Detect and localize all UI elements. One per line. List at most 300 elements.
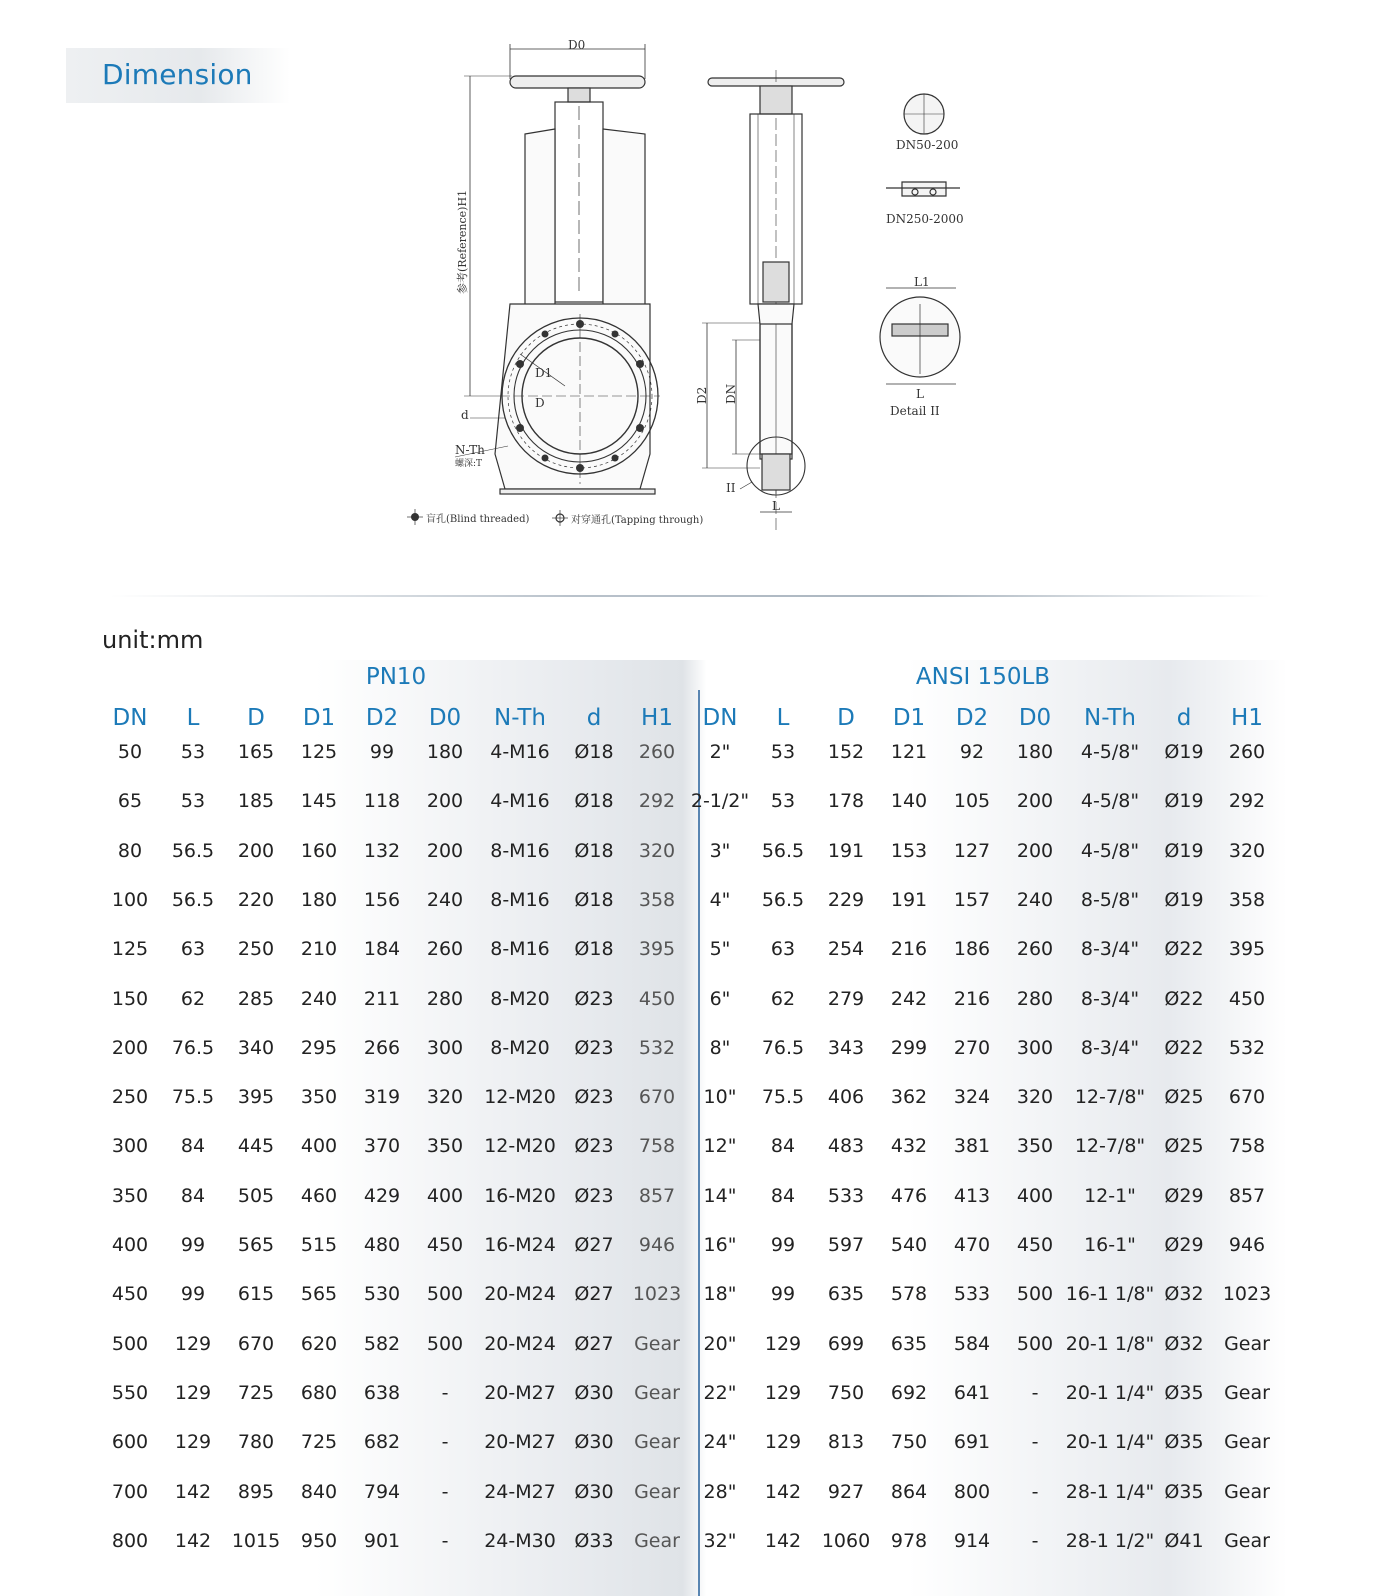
table-cell: 165 — [237, 741, 275, 763]
table-cell: - — [441, 1382, 449, 1404]
table-cell: 156 — [363, 889, 401, 911]
table-cell: Gear — [634, 1431, 680, 1453]
table-cell: 125 — [111, 938, 149, 960]
table-cell: 20-M27 — [484, 1431, 556, 1453]
table-cell: Ø25 — [1164, 1135, 1204, 1157]
table-cell: 178 — [827, 790, 865, 812]
table-cell: 105 — [953, 790, 991, 812]
table-cell: 125 — [300, 741, 338, 763]
table-cell: 432 — [890, 1135, 928, 1157]
table-cell: 180 — [300, 889, 338, 911]
table-cell: 12-1" — [1084, 1185, 1136, 1207]
table-cell: 18" — [703, 1283, 737, 1305]
table-cell: 597 — [827, 1234, 865, 1256]
table-cell: 200 — [426, 790, 464, 812]
table-cell: Ø27 — [574, 1234, 614, 1256]
table-cell: 413 — [953, 1185, 991, 1207]
table-cell: 292 — [1228, 790, 1266, 812]
table-cell: - — [1031, 1382, 1039, 1404]
section-title: Dimension — [102, 58, 253, 91]
table-cell: 320 — [1016, 1086, 1054, 1108]
table-cell: 300 — [1016, 1037, 1054, 1059]
table-column-header: d — [1176, 705, 1192, 731]
table-cell: 142 — [764, 1530, 802, 1552]
table-cell: 758 — [1228, 1135, 1266, 1157]
table-cell: Ø19 — [1164, 840, 1204, 862]
table-cell: 53 — [180, 741, 206, 763]
table-cell: 1023 — [632, 1283, 682, 1305]
table-cell: 211 — [363, 988, 401, 1010]
table-cell: 813 — [827, 1431, 865, 1453]
table-cell: 340 — [237, 1037, 275, 1059]
table-cell: 250 — [111, 1086, 149, 1108]
table-cell: 299 — [890, 1037, 928, 1059]
table-cell: Gear — [634, 1530, 680, 1552]
table-cell: 210 — [300, 938, 338, 960]
table-cell: 320 — [1228, 840, 1266, 862]
legend-tapping: 对穿通孔(Tapping through) — [571, 515, 704, 526]
table-cell: 895 — [237, 1481, 275, 1503]
table-cell: 615 — [237, 1283, 275, 1305]
table-group-header: PN10 — [365, 664, 427, 690]
table-cell: 16-1 1/8" — [1065, 1283, 1155, 1305]
table-cell: 395 — [638, 938, 676, 960]
table-cell: 840 — [300, 1481, 338, 1503]
table-cell: 725 — [237, 1382, 275, 1404]
table-cell: - — [1031, 1481, 1039, 1503]
table-cell: Ø19 — [1164, 889, 1204, 911]
table-cell: 16" — [703, 1234, 737, 1256]
table-cell: 129 — [174, 1382, 212, 1404]
label-nth: N-Th — [455, 443, 485, 457]
table-column-header: L — [186, 705, 200, 731]
table-cell: 450 — [426, 1234, 464, 1256]
table-cell: 476 — [890, 1185, 928, 1207]
table-cell: 99 — [180, 1234, 206, 1256]
table-cell: 254 — [827, 938, 865, 960]
table-cell: 483 — [827, 1135, 865, 1157]
table-cell: 56.5 — [761, 840, 805, 862]
table-cell: - — [441, 1431, 449, 1453]
table-cell: 8-3/4" — [1080, 988, 1140, 1010]
table-cell: 260 — [426, 938, 464, 960]
table-column-header: DN — [702, 705, 738, 731]
table-cell: 505 — [237, 1185, 275, 1207]
table-cell: 600 — [111, 1431, 149, 1453]
table-cell: 200 — [1016, 840, 1054, 862]
legend-blind: 盲孔(Blind threaded) — [426, 514, 530, 525]
table-column-header: D — [247, 705, 265, 731]
table-cell: 400 — [426, 1185, 464, 1207]
table-cell: 4-5/8" — [1080, 840, 1140, 862]
table-cell: Ø27 — [574, 1283, 614, 1305]
table-cell: 260 — [638, 741, 676, 763]
table-cell: 99 — [770, 1234, 796, 1256]
table-cell: 280 — [426, 988, 464, 1010]
table-cell: Ø18 — [574, 840, 614, 862]
table-cell: 185 — [237, 790, 275, 812]
table-cell: 160 — [300, 840, 338, 862]
table-cell: 142 — [174, 1481, 212, 1503]
table-cell: 20-1 1/4" — [1065, 1382, 1155, 1404]
table-cell: Ø27 — [574, 1333, 614, 1355]
table-cell: 270 — [953, 1037, 991, 1059]
table-cell: 460 — [300, 1185, 338, 1207]
table-cell: 8" — [709, 1037, 731, 1059]
label-d2: D2 — [695, 386, 709, 404]
table-cell: Gear — [1224, 1431, 1270, 1453]
table-cell: 8-M16 — [490, 889, 550, 911]
table-cell: 84 — [770, 1135, 796, 1157]
table-cell: 400 — [1016, 1185, 1054, 1207]
table-cell: 186 — [953, 938, 991, 960]
table-cell: 14" — [703, 1185, 737, 1207]
table-cell: 12-7/8" — [1074, 1086, 1146, 1108]
table-cell: 400 — [300, 1135, 338, 1157]
table-column-header: DN — [112, 705, 148, 731]
table-cell: Ø29 — [1164, 1234, 1204, 1256]
table-cell: 300 — [111, 1135, 149, 1157]
table-cell: 20" — [703, 1333, 737, 1355]
table-cell: 532 — [638, 1037, 676, 1059]
table-cell: 1015 — [231, 1530, 281, 1552]
table-cell: 8-M16 — [490, 840, 550, 862]
table-cell: 100 — [111, 889, 149, 911]
table-cell: 24" — [703, 1431, 737, 1453]
table-cell: Ø18 — [574, 741, 614, 763]
table-cell: 691 — [953, 1431, 991, 1453]
table-cell: 75.5 — [761, 1086, 805, 1108]
table-cell: Gear — [634, 1333, 680, 1355]
table-cell: 358 — [1228, 889, 1266, 911]
table-cell: 260 — [1228, 741, 1266, 763]
table-cell: 240 — [426, 889, 464, 911]
table-cell: 180 — [426, 741, 464, 763]
table-cell: 24-M27 — [484, 1481, 556, 1503]
table-cell: 118 — [363, 790, 401, 812]
label-d: D — [535, 396, 545, 410]
label-nth-sub: 螺深:T — [455, 459, 483, 469]
table-cell: 582 — [363, 1333, 401, 1355]
table-cell: 12" — [703, 1135, 737, 1157]
table-cell: 99 — [770, 1283, 796, 1305]
table-cell: 400 — [111, 1234, 149, 1256]
table-cell: 500 — [111, 1333, 149, 1355]
table-cell: 343 — [827, 1037, 865, 1059]
table-cell: 395 — [237, 1086, 275, 1108]
table-cell: 8-3/4" — [1080, 1037, 1140, 1059]
label-l-detail: L — [916, 387, 924, 401]
table-cell: 500 — [426, 1333, 464, 1355]
table-cell: Ø29 — [1164, 1185, 1204, 1207]
table-cell: 10" — [703, 1086, 737, 1108]
table-cell: 216 — [953, 988, 991, 1010]
table-cell: 725 — [300, 1431, 338, 1453]
table-cell: 4-5/8" — [1080, 790, 1140, 812]
table-cell: 700 — [111, 1481, 149, 1503]
technical-drawing — [400, 34, 980, 534]
table-cell: 129 — [174, 1431, 212, 1453]
table-cell: 578 — [890, 1283, 928, 1305]
table-cell: 56.5 — [761, 889, 805, 911]
table-cell: Gear — [1224, 1333, 1270, 1355]
table-cell: Ø41 — [1164, 1530, 1204, 1552]
table-cell: 250 — [237, 938, 275, 960]
table-cell: 75.5 — [171, 1086, 215, 1108]
table-cell: Ø23 — [574, 1135, 614, 1157]
table-cell: 641 — [953, 1382, 991, 1404]
table-cell: 200 — [426, 840, 464, 862]
table-column-header: H1 — [1231, 705, 1263, 731]
table-cell: 480 — [363, 1234, 401, 1256]
table-cell: 515 — [300, 1234, 338, 1256]
front-view — [455, 38, 660, 494]
table-cell: 550 — [111, 1382, 149, 1404]
label-dn250: DN250-2000 — [886, 212, 964, 226]
table-cell: Ø30 — [574, 1431, 614, 1453]
table-cell: 76.5 — [171, 1037, 215, 1059]
table-cell: 200 — [111, 1037, 149, 1059]
table-cell: 280 — [1016, 988, 1054, 1010]
table-cell: 200 — [237, 840, 275, 862]
table-cell: 260 — [1016, 938, 1054, 960]
table-column-header: D1 — [892, 705, 926, 731]
unit-label: unit:mm — [102, 626, 204, 654]
table-cell: 500 — [426, 1283, 464, 1305]
table-cell: 180 — [1016, 741, 1054, 763]
table-cell: 292 — [638, 790, 676, 812]
table-cell: 638 — [363, 1382, 401, 1404]
label-d1: D1 — [535, 366, 553, 380]
table-cell: 53 — [770, 790, 796, 812]
table-cell: 157 — [953, 889, 991, 911]
table-cell: 950 — [300, 1530, 338, 1552]
table-cell: 184 — [363, 938, 401, 960]
table-cell: 20-M27 — [484, 1382, 556, 1404]
table-cell: 406 — [827, 1086, 865, 1108]
table-cell: 132 — [363, 840, 401, 862]
table-column-header: d — [586, 705, 602, 731]
table-column-header: D0 — [428, 705, 462, 731]
table-cell: 129 — [764, 1333, 802, 1355]
table-cell: 1060 — [821, 1530, 871, 1552]
label-h1: 参考(Reference)H1 — [456, 189, 469, 294]
table-cell: 12-M20 — [484, 1135, 556, 1157]
table-cell: 533 — [827, 1185, 865, 1207]
table-cell: 470 — [953, 1234, 991, 1256]
table-cell: 153 — [890, 840, 928, 862]
table-cell: 620 — [300, 1333, 338, 1355]
table-cell: 8-M20 — [490, 988, 550, 1010]
table-cell: 978 — [890, 1530, 928, 1552]
table-cell: 429 — [363, 1185, 401, 1207]
table-cell: 530 — [363, 1283, 401, 1305]
table-cell: Ø33 — [574, 1530, 614, 1552]
table-cell: 8-3/4" — [1080, 938, 1140, 960]
table-cell: 65 — [117, 790, 143, 812]
table-cell: 670 — [237, 1333, 275, 1355]
table-cell: Ø35 — [1164, 1481, 1204, 1503]
table-column-header: N-Th — [493, 705, 547, 731]
table-column-header: D2 — [365, 705, 399, 731]
table-cell: 350 — [426, 1135, 464, 1157]
table-cell: 8-M16 — [490, 938, 550, 960]
table-column-header: H1 — [641, 705, 673, 731]
table-cell: Ø22 — [1164, 938, 1204, 960]
label-small-d: d — [461, 408, 469, 422]
table-cell: 127 — [953, 840, 991, 862]
table-cell: 240 — [300, 988, 338, 1010]
table-cell: 680 — [300, 1382, 338, 1404]
table-cell: Ø23 — [574, 1037, 614, 1059]
table-cell: 200 — [1016, 790, 1054, 812]
table-cell: 320 — [426, 1086, 464, 1108]
table-cell: 500 — [1016, 1333, 1054, 1355]
table-cell: 800 — [953, 1481, 991, 1503]
section-divider — [110, 595, 1270, 597]
label-d0: D0 — [568, 38, 586, 52]
table-cell: 295 — [300, 1037, 338, 1059]
table-cell: 864 — [890, 1481, 928, 1503]
table-cell: 20-1 1/4" — [1065, 1431, 1155, 1453]
detail-ii — [880, 275, 960, 418]
table-cell: Gear — [634, 1481, 680, 1503]
table-cell: 780 — [237, 1431, 275, 1453]
table-cell: Ø32 — [1164, 1283, 1204, 1305]
table-cell: 216 — [890, 938, 928, 960]
label-l1: L1 — [914, 275, 930, 289]
table-cell: 5" — [709, 938, 731, 960]
table-cell: 699 — [827, 1333, 865, 1355]
table-cell: 84 — [180, 1135, 206, 1157]
drawing-legend — [407, 509, 703, 526]
table-cell: 56.5 — [171, 840, 215, 862]
table-cell: Gear — [1224, 1382, 1270, 1404]
table-cell: 540 — [890, 1234, 928, 1256]
table-cell: 450 — [638, 988, 676, 1010]
table-cell: 129 — [764, 1382, 802, 1404]
table-cell: 3" — [709, 840, 731, 862]
table-cell: 324 — [953, 1086, 991, 1108]
table-cell: 500 — [1016, 1283, 1054, 1305]
table-column-header: D2 — [955, 705, 989, 731]
label-l: L — [772, 499, 780, 513]
table-cell: 800 — [111, 1530, 149, 1552]
table-group-header: ANSI 150LB — [915, 664, 1051, 690]
table-cell: 140 — [890, 790, 928, 812]
table-cell: 445 — [237, 1135, 275, 1157]
table-cell: Ø18 — [574, 790, 614, 812]
table-cell: 450 — [111, 1283, 149, 1305]
table-cell: Ø35 — [1164, 1382, 1204, 1404]
table-cell: 76.5 — [761, 1037, 805, 1059]
table-cell: 584 — [953, 1333, 991, 1355]
table-cell: Ø19 — [1164, 790, 1204, 812]
table-cell: 350 — [1016, 1135, 1054, 1157]
table-cell: 4-5/8" — [1080, 741, 1140, 763]
table-cell: Ø25 — [1164, 1086, 1204, 1108]
table-cell: - — [441, 1530, 449, 1552]
table-cell: 50 — [117, 741, 143, 763]
table-cell: 32" — [703, 1530, 737, 1552]
table-cell: 53 — [770, 741, 796, 763]
table-cell: 63 — [770, 938, 796, 960]
table-column-header: N-Th — [1083, 705, 1137, 731]
table-column-header: L — [776, 705, 790, 731]
table-cell: 191 — [827, 840, 865, 862]
table-cell: 191 — [890, 889, 928, 911]
table-cell: 266 — [363, 1037, 401, 1059]
table-cell: 750 — [890, 1431, 928, 1453]
table-cell: 99 — [180, 1283, 206, 1305]
table-column-header: D — [837, 705, 855, 731]
table-cell: 635 — [890, 1333, 928, 1355]
table-cell: 145 — [300, 790, 338, 812]
table-cell: 670 — [1228, 1086, 1266, 1108]
table-cell: Ø30 — [574, 1382, 614, 1404]
table-cell: 220 — [237, 889, 275, 911]
table-cell: 381 — [953, 1135, 991, 1157]
table-cell: 946 — [638, 1234, 676, 1256]
table-cell: 532 — [1228, 1037, 1266, 1059]
table-cell: 129 — [764, 1431, 802, 1453]
table-column-header: D1 — [302, 705, 336, 731]
table-cell: Ø23 — [574, 1086, 614, 1108]
table-cell: Ø22 — [1164, 988, 1204, 1010]
table-cell: 242 — [890, 988, 928, 1010]
table-cell: 901 — [363, 1530, 401, 1552]
table-cell: Ø35 — [1164, 1431, 1204, 1453]
table-cell: 758 — [638, 1135, 676, 1157]
table-cell: 28-1 1/4" — [1065, 1481, 1155, 1503]
table-cell: - — [1031, 1431, 1039, 1453]
table-cell: 1023 — [1222, 1283, 1272, 1305]
table-cell: 946 — [1228, 1234, 1266, 1256]
table-cell: 857 — [1228, 1185, 1266, 1207]
table-cell: 635 — [827, 1283, 865, 1305]
table-cell: 350 — [111, 1185, 149, 1207]
table-cell: 670 — [638, 1086, 676, 1108]
table-cell: 320 — [638, 840, 676, 862]
table-cell: 62 — [770, 988, 796, 1010]
table-cell: Gear — [1224, 1530, 1270, 1552]
table-cell: 92 — [959, 741, 985, 763]
label-dn50: DN50-200 — [896, 138, 959, 152]
table-cell: 2-1/2" — [690, 790, 750, 812]
table-cell: 16-M20 — [484, 1185, 556, 1207]
table-cell: 80 — [117, 840, 143, 862]
table-cell: 4-M16 — [490, 741, 550, 763]
table-cell: 150 — [111, 988, 149, 1010]
table-cell: 62 — [180, 988, 206, 1010]
table-cell: 63 — [180, 938, 206, 960]
table-cell: 28" — [703, 1481, 737, 1503]
table-cell: 279 — [827, 988, 865, 1010]
table-cell: 20-1 1/8" — [1065, 1333, 1155, 1355]
table-cell: 53 — [180, 790, 206, 812]
table-cell: 12-7/8" — [1074, 1135, 1146, 1157]
table-cell: Ø22 — [1164, 1037, 1204, 1059]
table-column-header: D0 — [1018, 705, 1052, 731]
table-cell: 794 — [363, 1481, 401, 1503]
table-cell: 300 — [426, 1037, 464, 1059]
table-cell: 20-M24 — [484, 1333, 556, 1355]
table-cell: 12-M20 — [484, 1086, 556, 1108]
table-cell: 20-M24 — [484, 1283, 556, 1305]
table-cell: 121 — [890, 741, 928, 763]
table-cell: 358 — [638, 889, 676, 911]
table-cell: 450 — [1228, 988, 1266, 1010]
